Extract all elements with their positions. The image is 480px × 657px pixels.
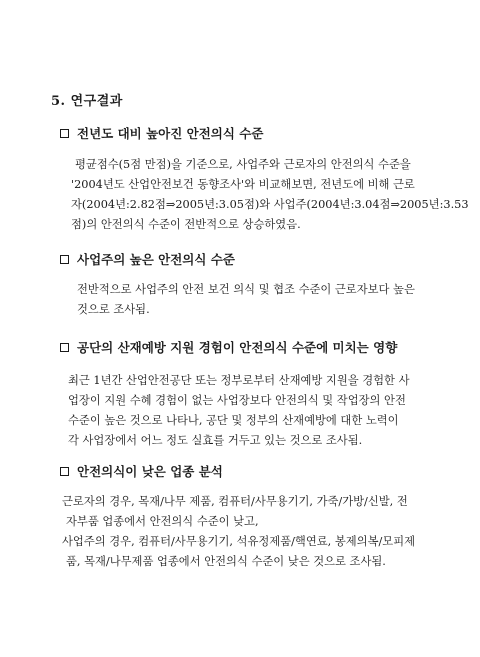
- heading-text: 사업주의 높은 안전의식 수준: [77, 252, 235, 267]
- paragraph-line: 각 사업장에서 어느 정도 실효를 거두고 있는 것으로 조사됨.: [68, 434, 363, 447]
- heading-rising-safety-awareness: [60, 124, 263, 142]
- paragraph-rising-safety-awareness: [71, 155, 469, 235]
- paragraph-line: 자(2004년:2.82점⇒2005년:3.05점)와 사업주(2004년:3.04점⇒2005년:3.53: [71, 198, 469, 211]
- heading-text: 안전의식이 낮은 업종 분석: [77, 464, 223, 479]
- paragraph-line: 것으로 조사됨.: [77, 303, 150, 316]
- paragraph-line: '2004년도 산업안전보건 동향조사'와 비교해보면, 전년도에 비해 근로: [71, 178, 415, 191]
- paragraph-line: 업장이 지원 수혜 경험이 없는 사업장보다 안전의식 및 작업장의 안전: [68, 394, 406, 407]
- paragraph-employer-high-awareness: [77, 280, 415, 320]
- section-title: 5. 연구결과: [51, 94, 123, 109]
- heading-text: 전년도 대비 높아진 안전의식 수준: [77, 126, 264, 141]
- paragraph-line: 품, 목재/나무제품 업종에서 안전의식 수준이 낮은 것으로 조사됨.: [66, 555, 386, 568]
- paragraph-line: 자부품 업종에서 안전의식 수준이 낮고,: [66, 515, 259, 528]
- checkbox-bullet-icon: [60, 343, 69, 352]
- paragraph-support-experience-effect: [68, 371, 409, 451]
- checkbox-bullet-icon: [60, 129, 69, 138]
- heading-employer-high-awareness: [60, 250, 235, 268]
- heading-low-awareness-industries: [60, 462, 223, 480]
- checkbox-bullet-icon: [60, 467, 69, 476]
- paragraph-line: 사업주의 경우, 컴퓨터/사무용기기, 석유정제품/핵연료, 봉제의복/모피제: [62, 535, 416, 548]
- paragraph-line: 수준이 높은 것으로 나타나, 공단 및 정부의 산재예방에 대한 노력이: [68, 414, 399, 427]
- heading-support-experience-effect: [60, 338, 397, 356]
- paragraph-line: 전반적으로 사업주의 안전 보건 의식 및 협조 수준이 근로자보다 높은: [77, 283, 415, 296]
- paragraph-line: 근로자의 경우, 목재/나무 제품, 컴퓨터/사무용기기, 가죽/가방/신발, 전: [62, 495, 408, 508]
- paragraph-low-awareness-industries: [62, 492, 415, 572]
- heading-text: 공단의 산재예방 지원 경험이 안전의식 수준에 미치는 영향: [77, 340, 398, 355]
- paragraph-line: 평균점수(5점 만점)을 기준으로, 사업주와 근로자의 안전의식 수준을: [75, 158, 411, 171]
- paragraph-line: 최근 1년간 산업안전공단 또는 정부로부터 산재예방 지원을 경험한 사: [68, 374, 410, 387]
- paragraph-line: 점)의 안전의식 수준이 전반적으로 상승하였음.: [71, 218, 301, 231]
- checkbox-bullet-icon: [60, 255, 69, 264]
